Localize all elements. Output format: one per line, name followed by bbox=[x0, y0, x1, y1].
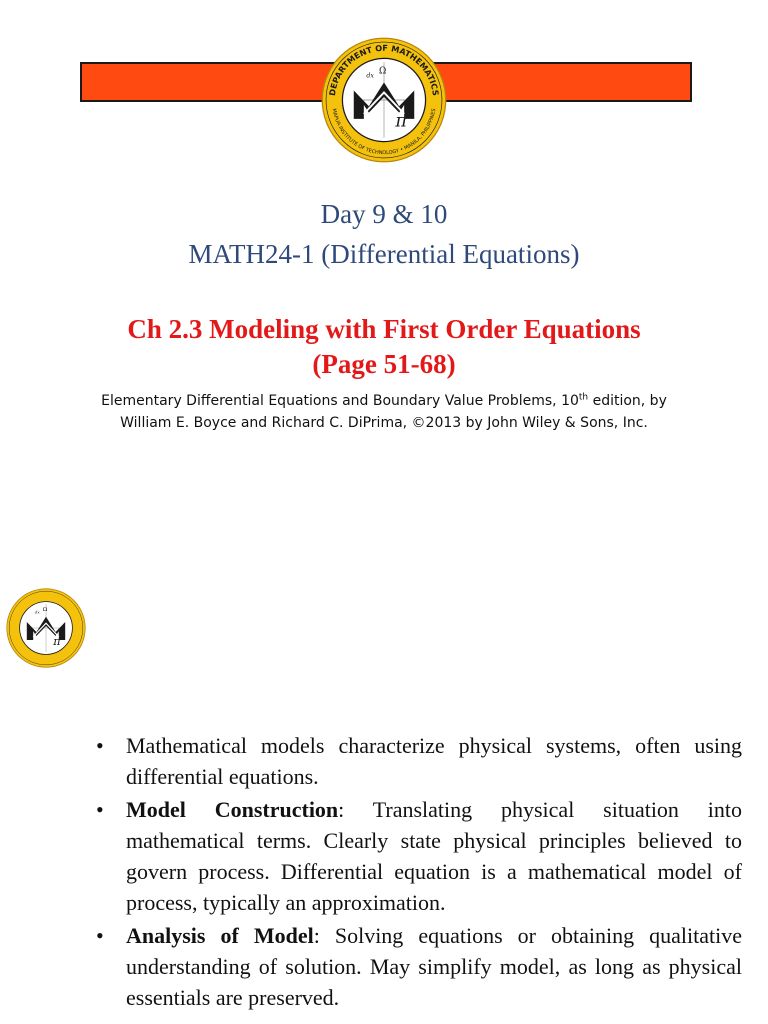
list-item bbox=[96, 730, 742, 792]
day-title: Day 9 & 10 bbox=[320, 199, 448, 229]
bullet-text: Mathematical models characterize physical systems, often using differential equations. bbox=[126, 733, 742, 789]
content-slide bbox=[0, 540, 768, 1024]
department-seal-icon bbox=[321, 37, 447, 163]
department-seal-small-icon bbox=[6, 588, 86, 668]
bullet-text: : Solving equations or obtaining qualitative understanding of solution. May simplify model, as long as physical essentials are preserved. bbox=[126, 923, 742, 1010]
reference-superscript: th bbox=[578, 392, 589, 403]
bullet-dot: • bbox=[96, 923, 104, 948]
bullet-bold-term: Analysis of Model bbox=[126, 923, 314, 948]
seal-bottom-text: MAPUA INSTITUTE OF TECHNOLOGY • MANILA, PHILIPPINES bbox=[330, 108, 438, 157]
textbook-reference bbox=[40, 390, 728, 434]
chapter-title: Ch 2.3 Modeling with First Order Equations bbox=[127, 314, 641, 344]
bullet-text: : Translating physical situation into mathematical terms. Clearly state physical principles believed to govern process. Differential equation is a mathematical model of process, typically an approximation. bbox=[126, 797, 742, 915]
bullet-bold-term: Model Construction bbox=[126, 797, 339, 822]
bullet-dot: • bbox=[96, 797, 104, 822]
reference-line1: Elementary Differential Equations and Boundary Value Problems, 10 bbox=[101, 393, 579, 409]
reference-line2: William E. Boyce and Richard C. DiPrima, ©2013 by John Wiley & Sons, Inc. bbox=[120, 415, 648, 431]
reference-line1-end: edition, by bbox=[588, 393, 667, 409]
page-range: (Page 51-68) bbox=[312, 349, 456, 379]
bullet-list bbox=[96, 730, 742, 1015]
list-item bbox=[96, 920, 742, 1013]
list-item bbox=[96, 794, 742, 918]
bullet-dot: • bbox=[96, 733, 104, 758]
course-title: MATH24-1 (Differential Equations) bbox=[188, 239, 580, 269]
seal-top-text: DEPARTMENT OF MATHEMATICS bbox=[326, 42, 441, 97]
